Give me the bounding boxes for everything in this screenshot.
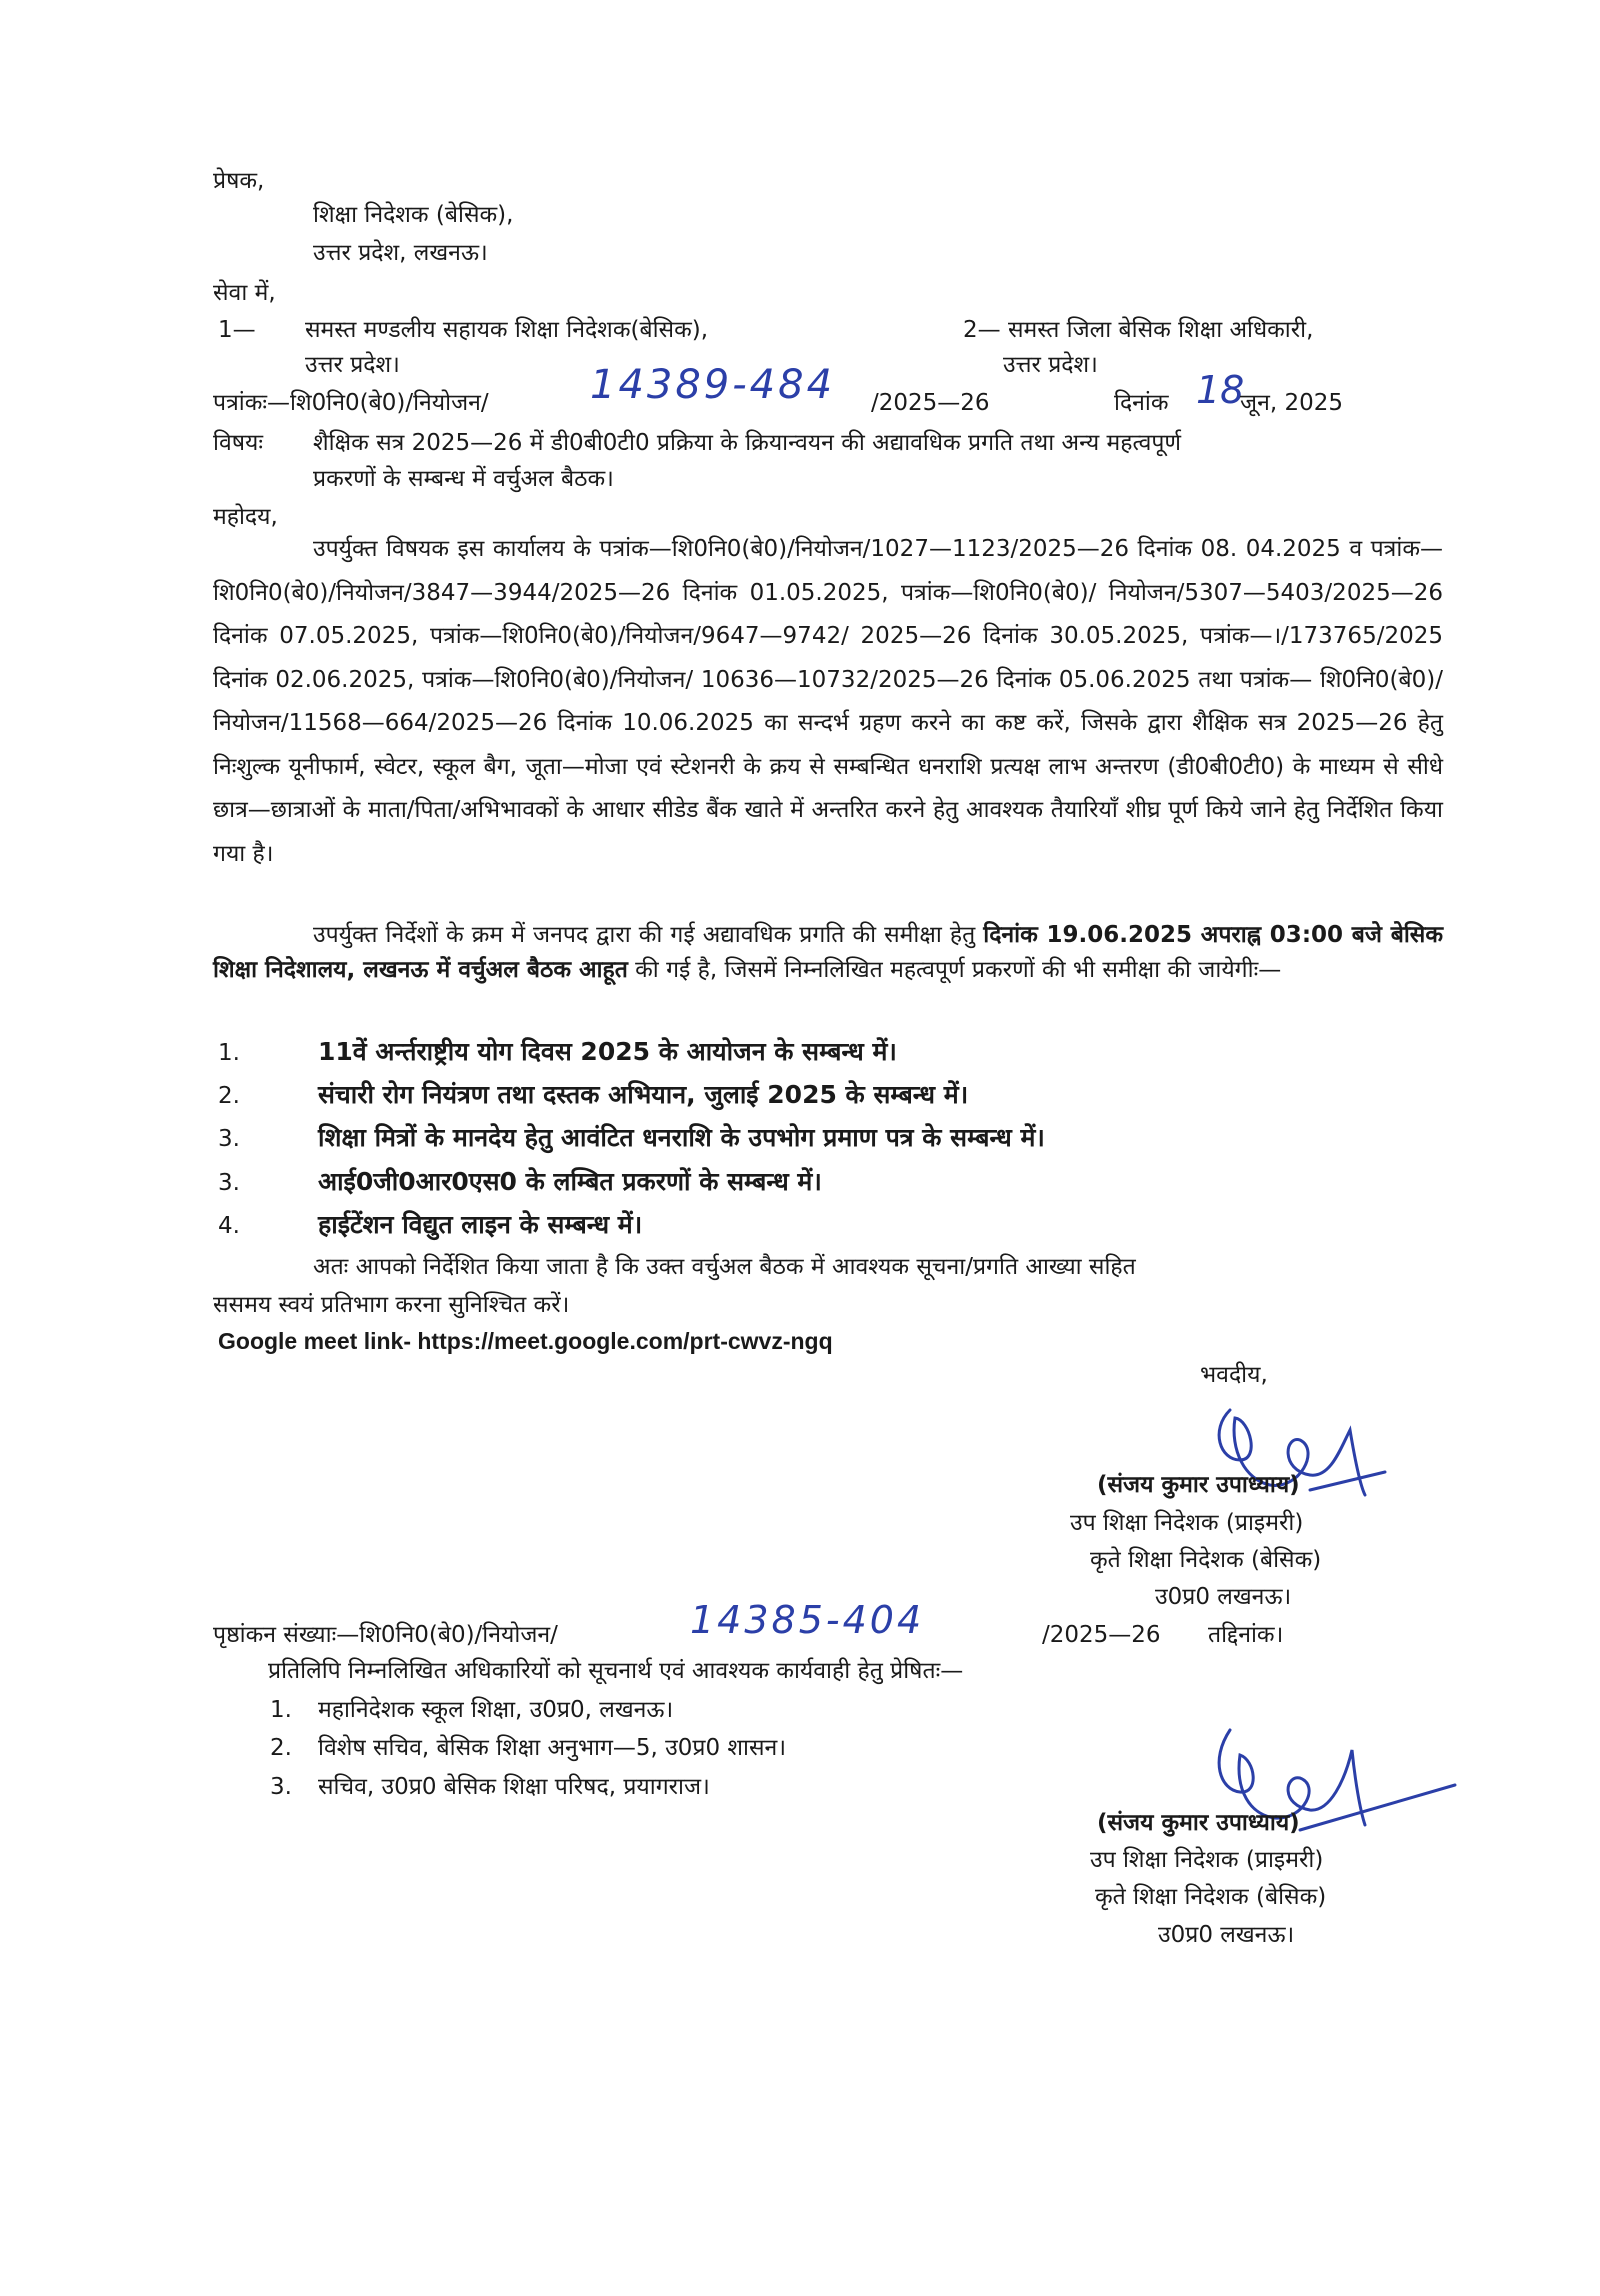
subject-line1: शैक्षिक सत्र 2025—26 में डी0बी0टी0 प्रक्रिया के क्रियान्वयन की अद्यावधिक प्रगति तथा अन्य महत्वपूर्ण — [313, 430, 1182, 456]
subject-line2: प्रकरणों के सम्बन्ध में वर्चुअल बैठक। — [313, 466, 614, 492]
copy-1-text: महानिदेशक स्कूल शिक्षा, उ0प्र0, लखनऊ। — [318, 1697, 674, 1723]
para2-end: की गई है, जिसमें निम्नलिखित महत्वपूर्ण प्रकरणों की भी समीक्षा की जायेगीः— — [627, 957, 1282, 983]
agenda-1-number: 1. — [218, 1040, 240, 1066]
copy-3-text: सचिव, उ0प्र0 बेसिक शिक्षा परिषद, प्रयागराज। — [318, 1774, 710, 1800]
copy-2-number: 2. — [270, 1735, 292, 1761]
agenda-4-text: आई0जी0आर0एस0 के लम्बित प्रकरणों के सम्बन्ध में। — [318, 1167, 822, 1196]
recipient-label: सेवा में, — [213, 280, 276, 306]
handwritten-letter-number: 14389-484 — [590, 362, 836, 408]
handwritten-endorsement-number: 14385-404 — [690, 1598, 925, 1642]
copy-3-number: 3. — [270, 1774, 292, 1800]
agenda-3-text: शिक्षा मित्रों के मानदेय हेतु आवंटित धनराशि के उपभोग प्रमाण पत्र के सम्बन्ध में। — [318, 1123, 1045, 1152]
sender-label: प्रेषक, — [213, 168, 265, 194]
agenda-2-text: संचारी रोग नियंत्रण तथा दस्तक अभियान, जुलाई 2025 के सम्बन्ध में। — [318, 1080, 969, 1109]
copy-2-text: विशेष सचिव, बेसिक शिक्षा अनुभाग—5, उ0प्र0 शासन। — [318, 1735, 787, 1761]
para2-start: उपर्युक्त निर्देशों के क्रम में जनपद द्वारा की गई अद्यावधिक प्रगति की समीक्षा हेतु — [313, 922, 984, 948]
copy-1-number: 1. — [270, 1697, 292, 1723]
agenda-3-number: 3. — [218, 1126, 240, 1152]
endorsement-intro: प्रतिलिपि निम्नलिखित अधिकारियों को सूचनार्थ एवं आवश्यक कार्यवाही हेतु प्रेषितः— — [268, 1658, 964, 1684]
letter-ref-year: /2025—26 — [871, 390, 990, 416]
endorsement-prefix: पृष्ठांकन संख्याः—शि0नि0(बे0)/नियोजन/ — [213, 1622, 558, 1648]
agenda-4-number: 3. — [218, 1170, 240, 1196]
regards: भवदीय, — [1200, 1362, 1268, 1388]
recipient-2-line2: उत्तर प्रदेश। — [1003, 352, 1098, 378]
agenda-1-text: 11वें अर्न्तराष्ट्रीय योग दिवस 2025 के आयोजन के सम्बन्ध में। — [318, 1037, 897, 1066]
signatory-2-name: (संजय कुमार उपाध्याय) — [1097, 1810, 1300, 1836]
signatory-2-designation: उप शिक्षा निदेशक (प्राइमरी) — [1090, 1847, 1324, 1873]
agenda-5-number: 4. — [218, 1213, 240, 1239]
recipient-2-line1: 2— समस्त जिला बेसिक शिक्षा अधिकारी, — [963, 317, 1314, 343]
endorsement-date: तद्दिनांक। — [1208, 1622, 1284, 1648]
signatory-2-on-behalf: कृते शिक्षा निदेशक (बेसिक) — [1095, 1884, 1327, 1910]
recipient-1-line1: समस्त मण्डलीय सहायक शिक्षा निदेशक(बेसिक), — [305, 317, 709, 343]
salutation: महोदय, — [213, 504, 278, 530]
handwritten-date-day: 18 — [1196, 368, 1245, 412]
subject-label: विषयः — [213, 430, 264, 456]
signatory-1-on-behalf: कृते शिक्षा निदेशक (बेसिक) — [1090, 1547, 1322, 1573]
sender-place: उत्तर प्रदेश, लखनऊ। — [313, 240, 488, 266]
letter-ref-prefix: पत्रांकः—शि0नि0(बे0)/नियोजन/ — [213, 390, 489, 416]
para2-bold-meeting: दिनांक 19.06.2025 अपराह्न 03:00 बजे बेसिक शिक्षा निदेशालय, लखनऊ में वर्चुअल बैठक आहूत — [213, 922, 1443, 983]
closing-line2: ससमय स्वयं प्रतिभाग करना सुनिश्चित करें। — [213, 1292, 570, 1318]
body-paragraph-1: उपर्युक्त विषयक इस कार्यालय के पत्रांक—शि0नि0(बे0)/नियोजन/1027—1123/2025—26 दिनांक 08. 04.2025 व पत्रांक—शि0नि0(बे0)/नियोजन/3847—3944/2025—26 दिनांक 01.05.2025, पत्रांक—शि0नि0(बे0)/ नियोजन/5307—5403/2025—26 दिनांक 07.05.2025, पत्रांक—शि0नि0(बे0)/नियोजन/9647—9742/ 2025—26 दिनांक 30.05.2025, पत्रांक—।/173765/2025 दिनांक 02.06.2025, पत्रांक—शि0नि0(बे0)/नियोजन/ 10636—10732/2025—26 दिनांक 05.06.2025 तथा पत्रांक— शि0नि0(बे0)/नियोजन/11568—664/2025—26 दिनांक 10.06.2025 का सन्दर्भ ग्रहण करने का कष्ट करें, जिसके द्वारा शैक्षिक सत्र 2025—26 हेतु निःशुल्क यूनीफार्म, स्वेटर, स्कूल बैग, जूता—मोजा एवं स्टेशनरी के क्रय से सम्बन्धित धनराशि प्रत्यक्ष लाभ अन्तरण (डी0बी0टी0) के माध्यम से सीधे छात्र—छात्राओं के माता/पिता/अभिभावकों के आधार सीडेड बैंक खाते में अन्तरित करने हेतु आवश्यक तैयारियाँ शीघ्र पूर्ण किये जाने हेतु निर्देशित किया गया है। — [213, 536, 1444, 867]
agenda-2-number: 2. — [218, 1083, 240, 1109]
letter-date-rest: जून, 2025 — [1240, 390, 1343, 416]
body-paragraph-2 — [213, 918, 1443, 988]
signatory-1-place: उ0प्र0 लखनऊ। — [1155, 1584, 1292, 1610]
endorsement-year: /2025—26 — [1042, 1622, 1161, 1648]
signatory-1-name: (संजय कुमार उपाध्याय) — [1097, 1472, 1300, 1498]
closing-line1: अतः आपको निर्देशित किया जाता है कि उक्त वर्चुअल बैठक में आवश्यक सूचना/प्रगति आख्या सहित — [313, 1254, 1136, 1280]
agenda-5-text: हाईटेंशन विद्युत लाइन के सम्बन्ध में। — [318, 1210, 643, 1239]
signatory-2-place: उ0प्र0 लखनऊ। — [1158, 1922, 1295, 1948]
google-meet-link[interactable]: Google meet link- https://meet.google.com/prt-cwvz-ngq — [218, 1328, 833, 1354]
signatory-1-designation: उप शिक्षा निदेशक (प्राइमरी) — [1070, 1510, 1304, 1536]
recipient-1-line2: उत्तर प्रदेश। — [305, 352, 400, 378]
recipient-1-number: 1— — [218, 317, 256, 343]
letter-date-label: दिनांक — [1114, 390, 1169, 416]
sender-name: शिक्षा निदेशक (बेसिक), — [313, 202, 514, 228]
